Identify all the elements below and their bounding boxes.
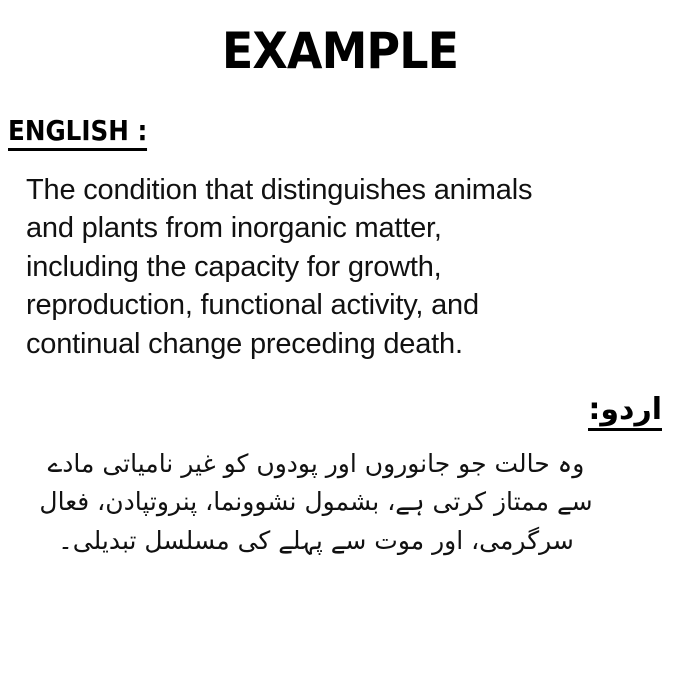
english-section-label: ENGLISH :	[8, 116, 147, 151]
english-definition-text: The condition that distinguishes animals and plants from inorganic matter, including the capacity for growth, reproduction, functional activity, and continual change preceding death.	[26, 173, 533, 361]
urdu-section-label: اردو:	[588, 393, 662, 431]
page-title: EXAMPLE	[221, 22, 459, 80]
urdu-section	[0, 393, 680, 561]
english-section	[0, 116, 680, 364]
urdu-definition-text: وہ حالت جو جانوروں اور پودوں کو غیر نامیاتی مادے سے ممتاز کرتی ہے، بشمول نشوونما، پنروتپادن، فعال سرگرمی، اور موت سے پہلے کی مسلسل تبدیلی۔	[39, 448, 593, 556]
